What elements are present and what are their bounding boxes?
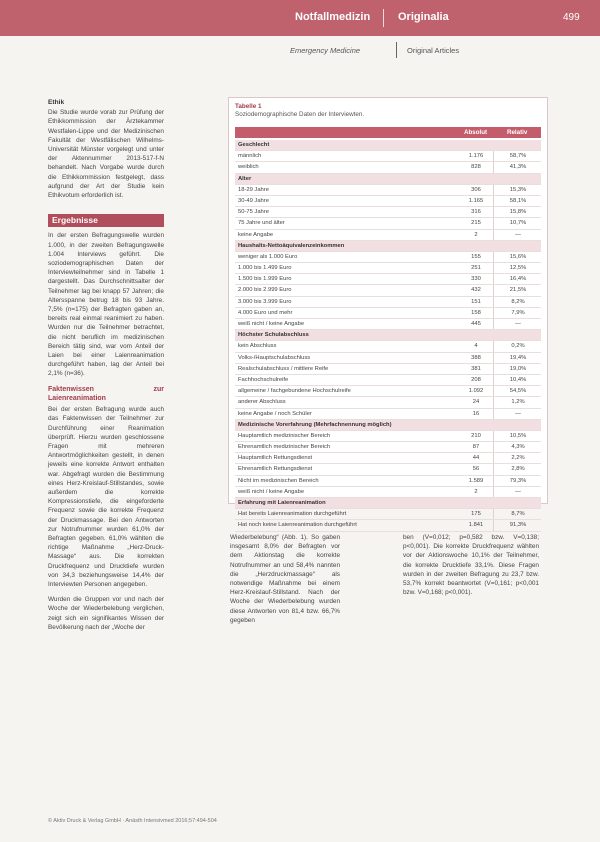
row-absolute-value: 2	[474, 231, 478, 238]
table-row	[235, 464, 541, 475]
row-absolute-value: 44	[472, 455, 480, 462]
row-label: 1.500 bis 1.999 Euro	[238, 276, 292, 283]
row-label: Erfahrung mit Laienreanimation	[238, 500, 326, 506]
row-label: 4.000 Euro und mehr	[238, 309, 293, 316]
row-relative-value: 10,7%	[509, 220, 527, 227]
table-row	[235, 431, 541, 442]
row-label: kein Abschluss	[238, 343, 277, 350]
row-label: weiß nicht / keine Angabe	[238, 321, 305, 327]
row-absolute-value: 1.176	[468, 153, 484, 160]
row-label: Ehrenamtlich medizinischer Bereich	[238, 444, 331, 451]
header-divider	[383, 9, 384, 27]
column-divider	[493, 397, 494, 407]
column-divider	[493, 274, 494, 284]
row-relative-value: 12,5%	[509, 265, 527, 272]
row-label: Geschlecht	[238, 142, 270, 148]
table-section-row	[235, 241, 541, 252]
row-relative-value: 41,3%	[509, 164, 527, 171]
middle-column-text	[230, 533, 340, 631]
row-label: Hauptamtlich Rettungsdienst	[238, 455, 313, 462]
row-absolute-value: 175	[471, 511, 481, 518]
results-heading: Ergebnisse	[48, 214, 164, 227]
column-divider	[493, 509, 494, 519]
row-absolute-value: 208	[471, 376, 481, 383]
row-absolute-value: 330	[471, 276, 481, 283]
column-divider	[493, 297, 494, 307]
row-absolute-value: 4	[474, 343, 478, 350]
table-caption: Soziodemographische Daten der Interviewten.	[235, 111, 365, 118]
row-label: Medizinische Vorerfahrung (Mehrfachnennung möglich)	[238, 421, 392, 428]
column-divider	[493, 386, 494, 396]
table-row	[235, 162, 541, 173]
row-absolute-value: 16	[472, 410, 480, 417]
table-body	[235, 140, 541, 532]
row-label: Volks-/Hauptschulabschluss	[238, 354, 311, 361]
row-relative-value: 0,2%	[511, 343, 525, 350]
table-row	[235, 476, 541, 487]
row-label: Höchster Schulabschluss	[238, 332, 309, 339]
row-relative-value: 10,4%	[509, 376, 527, 383]
row-absolute-value: 210	[471, 432, 481, 439]
row-absolute-value: 151	[471, 298, 481, 305]
table-section-row	[235, 420, 541, 431]
row-relative-value: 2,2%	[511, 455, 525, 462]
column-divider	[493, 409, 494, 419]
table-section-row	[235, 498, 541, 509]
table-row	[235, 341, 541, 352]
table-row	[235, 364, 541, 375]
table-row	[235, 453, 541, 464]
row-absolute-value: 1.589	[468, 477, 484, 484]
page-number: 499	[563, 12, 580, 23]
article-type: Originalia	[398, 11, 449, 23]
row-absolute-value: 432	[471, 287, 481, 294]
table-label: Tabelle 1	[235, 103, 262, 110]
table-section-row	[235, 140, 541, 151]
row-label: 75 Jahre und älter	[238, 220, 285, 227]
table-row	[235, 308, 541, 319]
column-divider	[493, 341, 494, 351]
column-divider	[493, 353, 494, 363]
row-relative-value: —	[515, 488, 521, 495]
results-paragraph-2: Bei der ersten Befragung wurde auch das Faktenwissen der Teilnehmer zur Durchführung einer Reanimation überprüft. Hierzu wurden geschlossene Fragen mit mehreren Antwortmöglichkeiten gestellt, in denen jeweils eine korrekte Antwort enthalten war. Abgefragt wurden die Bestimmung eines Herz-Kreislauf-Stillstandes, sowie außerdem die korrekte Kompressionstiefe, die eingeforderte Frequenz sowie die korrekte Frequenz der Druckmassage. Bei den Antworten zur Notrufnummer wurden 61,0% der Befragten gegeben. 61,0% wählten die richtige Maßnahme „Herz-Druck-Massage“ aus. Die korrekten Druckfrequenz und Drucktiefe wurden von 34,3 beziehungsweise 14,4% der Interviewten Personen angegeben.	[48, 406, 164, 588]
row-label: keine Angabe	[238, 231, 274, 238]
table-row	[235, 151, 541, 162]
row-relative-value: 19,4%	[509, 354, 527, 361]
table-row	[235, 230, 541, 241]
row-relative-value: 79,3%	[509, 477, 527, 484]
column-divider	[493, 464, 494, 474]
row-absolute-value: 215	[471, 220, 481, 227]
row-relative-value: 8,2%	[511, 298, 525, 305]
table-header	[235, 127, 541, 138]
row-absolute-value: 1.165	[468, 197, 484, 204]
row-label: Ehrenamtlich Rettungsdienst	[238, 466, 313, 473]
row-label: Realschulabschluss / mittlere Reife	[238, 365, 329, 372]
row-label: Alter	[238, 175, 252, 182]
column-divider	[493, 207, 494, 217]
row-label: 50-75 Jahre	[238, 209, 269, 216]
row-relative-value: 91,3%	[509, 522, 527, 529]
demographics-table	[228, 97, 548, 529]
section-title: Notfallmedizin	[295, 11, 371, 23]
row-relative-value: 58,1%	[509, 197, 527, 204]
row-relative-value: 21,5%	[509, 287, 527, 294]
table-row	[235, 442, 541, 453]
row-relative-value: 10,5%	[509, 432, 527, 439]
row-relative-value: 15,8%	[509, 209, 527, 216]
table-section-row	[235, 174, 541, 185]
column-divider	[493, 487, 494, 497]
left-column	[48, 98, 164, 638]
row-relative-value: 4,3%	[511, 444, 525, 451]
col2-paragraph: Wiederbelebung“ (Abb. 1). So gaben insgesamt 8,0% der Befragten vor dem Aktionstag die korrekte Notrufnummer an und 58,4% nannten die „Herzdruckmassage“ als notwendige Maßnahme bei einem Herz-Kreislauf-Stillstand. Nach der Woche der Wiederbelebung wurden diese Antworten von 81,4 bzw. 66,7% gegeben	[230, 534, 340, 624]
column-divider	[493, 162, 494, 172]
row-relative-value: —	[515, 410, 521, 417]
ethics-heading: Ethik	[48, 99, 65, 106]
column-divider	[493, 364, 494, 374]
subheader-divider	[396, 42, 397, 58]
col-absolute-header: Absolut	[464, 129, 488, 136]
row-label: anderer Abschluss	[238, 399, 286, 406]
table-row	[235, 297, 541, 308]
column-divider	[493, 263, 494, 273]
column-divider	[493, 476, 494, 486]
row-absolute-value: 56	[472, 466, 480, 473]
row-relative-value: 54,5%	[509, 388, 527, 395]
row-relative-value: 58,7%	[509, 153, 527, 160]
row-label: Fachhochschulreife	[238, 376, 289, 383]
row-label: 2.000 bis 2.999 Euro	[238, 287, 292, 294]
ethics-paragraph: Die Studie wurde vorab zur Prüfung der Ethikkommission der Ärztekammer Westfalen-Lippe und der Medizinischen Fakultät der Westfälischen Wilhelms-Universität Münster vorgelegt und unter der Aktennummer 2013-517-f-N behandelt. Nach Vorgabe wurde durch die Ethikkommission festgelegt, dass aufgrund der Art der Studie kein Ethikvotum erforderlich ist.	[48, 109, 164, 200]
row-label: 30-49 Jahre	[238, 197, 269, 204]
column-divider	[493, 230, 494, 240]
table-row	[235, 397, 541, 408]
row-label: weiß nicht / keine Angabe	[238, 488, 305, 495]
col-relative-header: Relativ	[507, 129, 528, 136]
table-row	[235, 218, 541, 229]
row-relative-value: 15,3%	[509, 186, 527, 193]
row-relative-value: —	[515, 231, 521, 238]
row-relative-value: —	[515, 321, 521, 327]
table-row	[235, 409, 541, 420]
article-type-en: Original Articles	[407, 46, 460, 55]
row-label: allgemeine / fachgebundene Hochschulreife	[238, 388, 351, 395]
table-row	[235, 319, 541, 330]
results-paragraph-3: Wurden die Gruppen vor und nach der Woche der Wiederbelebung verglichen, zeigt sich ein signifikantes Wissen der Bevölkerung nach der „Woche der	[48, 596, 164, 631]
row-label: Haushalts-Nettoäquivalenzeinkommen	[238, 242, 345, 249]
row-label: Nicht im medizinischen Bereich	[238, 477, 319, 484]
row-absolute-value: 155	[471, 253, 481, 260]
row-absolute-value: 251	[471, 265, 481, 272]
knowledge-subheading: Faktenwissen zur Laienreanimation	[48, 385, 164, 402]
table-row	[235, 196, 541, 207]
right-column-text	[403, 533, 539, 603]
row-absolute-value: 2	[474, 488, 478, 495]
table-row	[235, 509, 541, 520]
table-row	[235, 274, 541, 285]
row-label: 18-29 Jahre	[238, 186, 269, 193]
column-divider	[493, 196, 494, 206]
column-divider	[493, 442, 494, 452]
row-label: 1.000 bis 1.499 Euro	[238, 265, 292, 272]
page-header	[0, 0, 600, 36]
table-row	[235, 207, 541, 218]
row-label: 3.000 bis 3.999 Euro	[238, 298, 292, 305]
row-absolute-value: 316	[471, 209, 481, 216]
row-relative-value: 7,9%	[511, 309, 525, 316]
row-absolute-value: 24	[472, 399, 480, 406]
row-label: Hat noch keine Laienreanimation durchgeführt	[238, 522, 357, 529]
column-divider	[493, 319, 494, 329]
table-row	[235, 353, 541, 364]
row-absolute-value: 1.092	[468, 388, 484, 395]
table-row	[235, 487, 541, 498]
row-relative-value: 15,6%	[509, 253, 527, 260]
row-label: männlich	[238, 153, 262, 160]
row-absolute-value: 306	[471, 186, 481, 193]
row-absolute-value: 445	[471, 321, 481, 327]
column-divider	[493, 151, 494, 161]
results-paragraph-1: In der ersten Befragungswelle wurden 1.000, in der zweiten Befragungswelle 1.004 Interviews geführt. Die soziodemographischen Daten der Interviewteilnehmer sind in Tabelle 1 dargestellt. Das Durchschnittsalter der Teilnehmer lag bei knapp 57 Jahren; die Altersspanne betrug 18 bis 93 Jahre. 7,5% (n=175) der Befragten gaben an, bereits real einmal reanimiert zu haben. Wurden nur die Teilnehmer betrachtet, die nicht beruflich im medizinischen Bereich tätig sind, war vom Anteil der Laien bei einer Laienreanimation durchgeführt haben, lag der Anteil bei 2,1% (n=36).	[48, 232, 164, 378]
table-row	[235, 263, 541, 274]
row-label: weniger als 1.000 Euro	[238, 253, 298, 260]
row-label: Hauptamtlich medizinischer Bereich	[238, 432, 331, 439]
row-label: Hat bereits Laienreanimation durchgeführt	[238, 511, 347, 518]
column-divider	[493, 431, 494, 441]
column-divider	[493, 218, 494, 228]
row-absolute-value: 87	[472, 444, 480, 451]
table-row	[235, 375, 541, 386]
column-divider	[493, 252, 494, 262]
row-label: weiblich	[238, 164, 259, 171]
table-row	[235, 252, 541, 263]
page-footer: © Aktiv Druck & Verlag GmbH · Anästh Intensivmed 2016;57:494-504	[48, 818, 217, 824]
row-relative-value: 19,0%	[509, 365, 527, 372]
section-title-en: Emergency Medicine	[290, 46, 361, 55]
row-absolute-value: 388	[471, 354, 481, 361]
table-section-row	[235, 330, 541, 341]
table-row	[235, 285, 541, 296]
column-divider	[493, 308, 494, 318]
row-relative-value: 16,4%	[509, 276, 527, 283]
column-divider	[493, 375, 494, 385]
column-divider	[493, 453, 494, 463]
row-absolute-value: 1.841	[468, 522, 484, 529]
row-absolute-value: 828	[471, 164, 481, 171]
column-divider	[493, 285, 494, 295]
row-relative-value: 2,8%	[511, 466, 525, 473]
row-label: keine Angabe / noch Schüler	[238, 410, 312, 417]
table-row	[235, 520, 541, 531]
table-row	[235, 185, 541, 196]
column-divider	[493, 185, 494, 195]
row-absolute-value: 158	[471, 309, 481, 316]
table-row	[235, 386, 541, 397]
row-absolute-value: 381	[471, 365, 481, 372]
row-relative-value: 1,2%	[511, 399, 525, 406]
column-divider	[493, 520, 494, 530]
row-relative-value: 8,7%	[511, 511, 525, 518]
col3-paragraph: ben (V=0,012; p=0,582 bzw. V=0,138; p<0,001). Die korrekte Druckfrequenz wählten vor der Aktionswoche 10,1% der Teilnehmer, die korrekte Drucktiefe 33,1%. Diese Fragen wurden in der zweiten Befragung zu 23,7 bzw. 53,7% korrekt beantwortet (V=0,161; p<0,001 bzw. V=0,168; p<0,001).	[403, 534, 539, 597]
